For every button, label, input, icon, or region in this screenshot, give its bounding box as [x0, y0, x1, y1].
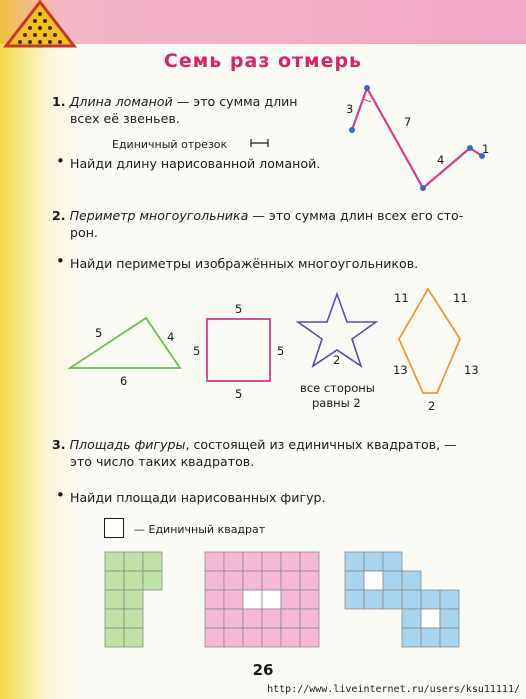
grid-cell: [421, 590, 440, 609]
grid-cell: [300, 628, 319, 647]
grid-cell: [402, 609, 421, 628]
grid-cell: [281, 571, 300, 590]
grid-cell: [345, 590, 364, 609]
green-figure: [105, 552, 162, 647]
page-number: 26: [252, 661, 274, 679]
grid-cell: [105, 571, 124, 590]
grid-cell: [262, 628, 281, 647]
grid-cell: [262, 552, 281, 571]
task2-number: 2.: [52, 208, 66, 223]
grid-cell: [364, 552, 383, 571]
blue-figure: [345, 552, 459, 647]
task2-def-rest: — это сумма длин всех его сто-: [248, 208, 464, 223]
grid-cell: [224, 552, 243, 571]
grid-cell: [300, 590, 319, 609]
segment-label: 4: [437, 153, 445, 167]
grid-cell: [281, 609, 300, 628]
task3-def-rest: , состоящей из единичных квадратов, —: [185, 437, 457, 452]
grid-cell: [105, 590, 124, 609]
triangle-side-label: 5: [95, 326, 103, 340]
pink-figure: [205, 552, 319, 647]
square-side-label: 5: [193, 344, 201, 358]
unit-segment-label: Единичный отрезок: [112, 138, 228, 151]
grid-cell: [300, 609, 319, 628]
hexagon-side-label: 11: [394, 291, 409, 305]
triangle-side-label: 6: [120, 374, 128, 388]
grid-cell: [364, 590, 383, 609]
grid-cell: [124, 609, 143, 628]
grid-cell: [105, 628, 124, 647]
grid-cell: [124, 552, 143, 571]
grid-cell: [383, 590, 402, 609]
star-note: равны 2: [312, 396, 361, 410]
grid-cell: [243, 628, 262, 647]
grid-cell: [205, 552, 224, 571]
grid-cell: [281, 590, 300, 609]
task2-bullet: Найди периметры изображённых многоугольников.: [70, 256, 419, 271]
grid-cell: [402, 628, 421, 647]
task2-term: Периметр многоугольника: [69, 208, 249, 223]
grid-cell: [105, 609, 124, 628]
grid-cell: [243, 609, 262, 628]
grid-cell: [205, 590, 224, 609]
grid-cell: [440, 590, 459, 609]
hexagon-side-label: 13: [464, 363, 479, 377]
grid-cell: [143, 552, 162, 571]
grid-cell: [124, 628, 143, 647]
grid-cell: [205, 571, 224, 590]
grid-cell: [224, 609, 243, 628]
grid-cell: [440, 609, 459, 628]
grid-cell: [402, 590, 421, 609]
task1-term: Длина ломаной: [69, 94, 173, 109]
grid-cell: [421, 609, 440, 628]
grid-cell: [224, 571, 243, 590]
grid-cell: [300, 552, 319, 571]
task1-def-line2: всех её звеньев.: [70, 111, 180, 126]
grid-cell: [262, 609, 281, 628]
grid-cell: [124, 590, 143, 609]
grid-cell: [243, 571, 262, 590]
hexagon-side-label: 13: [393, 363, 408, 377]
grid-cell: [345, 552, 364, 571]
grid-cell: [224, 628, 243, 647]
square-side-label: 5: [235, 387, 243, 401]
grid-cell: [364, 571, 383, 590]
hexagon-side-label: 11: [453, 291, 468, 305]
page-title: Семь раз отмерь: [163, 50, 363, 72]
grid-cell: [281, 552, 300, 571]
source-url: http://www.liveinternet.ru/users/ksu11111/: [267, 684, 520, 695]
task2-def-line2: рон.: [70, 225, 98, 240]
segment-label: 1: [482, 142, 490, 156]
grid-cell: [262, 571, 281, 590]
segment-label: 7: [404, 115, 412, 129]
task3-bullet: Найди площади нарисованных фигур.: [70, 490, 326, 505]
triangle-side-label: 4: [167, 330, 175, 344]
grid-cell: [345, 571, 364, 590]
grid-cell: [124, 571, 143, 590]
task3-term: Площадь фигуры: [69, 437, 186, 452]
task3-number: 3.: [52, 437, 66, 452]
square-side-label: 5: [277, 344, 285, 358]
grid-cell: [243, 552, 262, 571]
grid-cell: [402, 571, 421, 590]
task1-def-rest: — это сумма длин: [172, 94, 298, 109]
grid-cell: [383, 552, 402, 571]
grid-cell: [300, 571, 319, 590]
grid-cell: [243, 590, 262, 609]
grid-cell: [421, 628, 440, 647]
square-side-label: 5: [235, 302, 243, 316]
grid-cell: [281, 628, 300, 647]
grid-cell: [105, 552, 124, 571]
bullet: •: [56, 486, 65, 504]
grid-cell: [224, 590, 243, 609]
grid-cell: [205, 609, 224, 628]
hexagon-side-label: 2: [428, 399, 436, 413]
bullet: •: [56, 152, 65, 170]
unit-square-label: — Единичный квадрат: [134, 523, 266, 536]
bullet: •: [56, 252, 65, 270]
segment-label: 3: [346, 102, 354, 116]
grid-cell: [205, 628, 224, 647]
task1-bullet: Найди длину нарисованной ломаной.: [70, 156, 321, 171]
grid-cell: [143, 571, 162, 590]
star-note: все стороны: [300, 381, 375, 395]
grid-cell: [440, 628, 459, 647]
task3-def-line2: это число таких квадратов.: [70, 454, 255, 469]
star-side-label: 2: [333, 353, 341, 367]
task1-number: 1.: [52, 94, 66, 109]
grid-cell: [262, 590, 281, 609]
grid-cell: [383, 571, 402, 590]
